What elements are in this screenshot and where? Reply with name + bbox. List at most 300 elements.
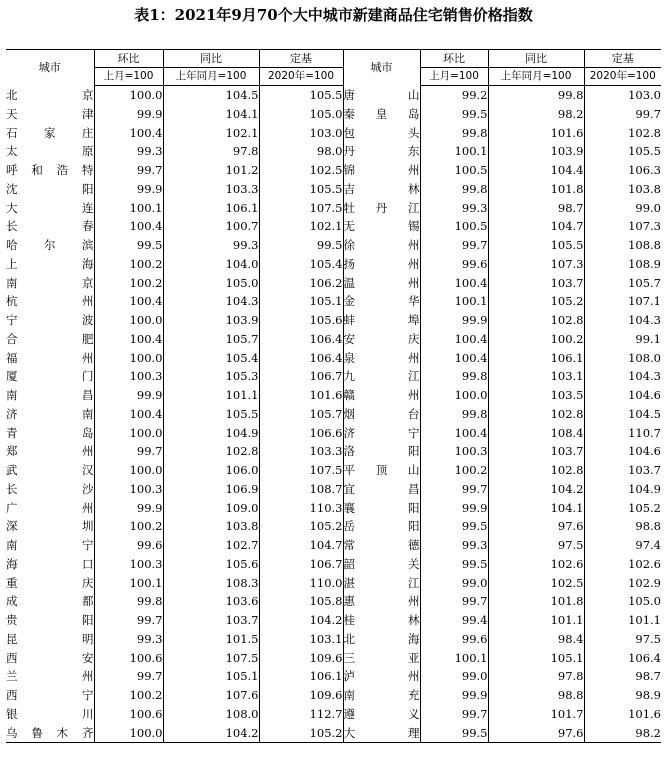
yoy-value: 100.7 [163,217,259,236]
base-value: 104.7 [259,536,343,555]
base-value: 110.0 [259,574,343,593]
city-name: 徐 州 [343,238,420,252]
city-name: 长 沙 [6,481,94,496]
city-name: 郑 州 [6,444,94,459]
yoy-header-left: 同比 [163,50,259,68]
yoy-value: 101.6 [488,124,584,143]
base-value: 105.2 [628,500,661,515]
city-name: 西 宁 [6,688,94,702]
city-name: 南 宁 [6,538,94,552]
city-name-cell [343,724,420,743]
table-row [6,592,661,611]
table-row [6,536,661,555]
yoy-value: 104.5 [163,86,259,105]
base-value: 105.5 [259,86,343,105]
yoy-value: 104.1 [163,105,259,124]
city-name: 重 庆 [6,575,94,590]
mom-value: 99.9 [94,180,163,199]
city-name-cell [6,499,94,518]
mom-value: 99.9 [94,499,163,518]
mom-value: 99.7 [94,611,163,630]
city-name: 合 肥 [6,331,94,346]
table-row [6,217,661,236]
base-value: 102.5 [259,161,343,180]
table-row [6,480,661,499]
yoy-value: 105.6 [163,555,259,574]
mom-value: 100.0 [94,86,163,105]
yoy-value: 105.5 [163,405,259,424]
yoy-value: 103.3 [163,180,259,199]
city-name-cell [6,574,94,593]
base-value: 105.2 [259,517,343,536]
city-name: 太 原 [6,144,94,159]
city-name: 丹 东 [343,144,420,159]
base-value: 105.5 [628,144,661,159]
yoy-value: 104.0 [163,255,259,274]
base-value: 106.1 [259,667,343,686]
city-name: 哈尔滨 [6,238,94,252]
mom-value: 99.5 [420,105,488,124]
yoy-value: 108.4 [488,424,584,443]
city-name-cell [343,330,420,349]
mom-header-right: 环比 [420,50,488,68]
base-header-left: 定基 [259,50,343,68]
city-name-cell [343,405,420,424]
base-value: 107.3 [628,219,661,234]
base-value: 105.0 [259,105,343,124]
city-name: 昆 明 [6,631,94,646]
city-name: 上 海 [6,256,94,271]
table-row [6,349,661,368]
yoy-value: 104.7 [488,217,584,236]
base-value: 103.0 [628,88,661,102]
table-row [6,311,661,330]
city-name: 金 华 [343,294,420,309]
base-value: 98.0 [259,142,343,161]
yoy-value: 105.0 [163,274,259,293]
price-index-table [6,49,661,743]
yoy-value: 103.9 [488,142,584,161]
table-row [6,724,661,743]
yoy-value: 103.5 [488,386,584,405]
table-row [6,386,661,405]
table-row [6,161,661,180]
table-row [6,686,661,705]
yoy-value: 100.2 [488,330,584,349]
mom-value: 100.4 [420,274,488,293]
table-row [6,180,661,199]
yoy-value: 103.7 [163,611,259,630]
table-row [6,124,661,143]
mom-value: 99.7 [420,705,488,724]
city-name-cell [343,667,420,686]
base-value: 102.8 [628,125,661,140]
mom-value: 100.0 [420,386,488,405]
mom-value: 100.4 [94,124,163,143]
base-value: 112.7 [259,705,343,724]
yoy-subheader-left: 上年同月=100 [163,68,259,86]
base-value: 102.9 [628,575,661,590]
city-name: 深 圳 [6,519,94,534]
base-value: 106.3 [628,163,661,177]
city-name-cell [6,217,94,236]
base-value: 98.7 [635,669,661,684]
base-value: 99.1 [635,331,661,346]
city-name-cell [343,349,420,368]
header-row-sub [6,68,661,86]
mom-value: 100.4 [94,217,163,236]
city-name: 牡丹江 [343,200,420,215]
city-name: 广 州 [6,500,94,515]
base-value: 107.5 [259,461,343,480]
city-name: 海 口 [6,556,94,571]
city-name-cell [6,592,94,611]
city-name: 秦皇岛 [343,106,420,121]
header-row-main [6,50,661,68]
city-name: 襄 阳 [343,500,420,515]
yoy-value: 102.8 [488,311,584,330]
yoy-value: 105.1 [163,667,259,686]
yoy-value: 104.4 [488,161,584,180]
yoy-value: 101.1 [163,386,259,405]
city-name: 厦 门 [6,369,94,384]
yoy-value: 104.3 [163,292,259,311]
city-name: 岳 阳 [343,519,420,534]
base-value: 106.7 [259,367,343,386]
base-value: 105.5 [259,180,343,199]
city-name-cell [343,592,420,611]
table-title: 表1：2021年9月70个大中城市新建商品住宅销售价格指数 [134,6,533,24]
mom-value: 99.7 [420,592,488,611]
base-value: 104.9 [628,481,661,496]
mom-value: 99.5 [94,236,163,255]
base-value: 108.7 [259,480,343,499]
table-row [6,274,661,293]
city-name: 北 京 [6,87,94,102]
mom-header-left: 环比 [94,50,163,68]
mom-value: 99.0 [420,574,488,593]
yoy-value: 102.1 [163,124,259,143]
city-name: 南 充 [343,688,420,702]
table-row [6,86,661,105]
mom-value: 99.3 [94,142,163,161]
base-value: 105.1 [259,292,343,311]
city-name: 成 都 [6,594,94,609]
table-row [6,705,661,724]
city-name-cell [6,630,94,649]
base-header-right: 定基 [584,50,661,68]
city-name-cell [343,649,420,668]
yoy-value: 103.6 [163,592,259,611]
base-value: 107.1 [628,294,661,309]
city-name: 长 春 [6,219,94,234]
base-value: 106.7 [259,555,343,574]
city-name-cell [6,311,94,330]
city-name: 锦 州 [343,163,420,177]
yoy-value: 105.7 [163,330,259,349]
mom-value: 100.4 [94,330,163,349]
base-value: 105.7 [259,405,343,424]
city-name: 宜 昌 [343,481,420,496]
yoy-value: 103.9 [163,311,259,330]
mom-value: 100.3 [94,480,163,499]
table-row [6,499,661,518]
city-name: 沈 阳 [6,181,94,196]
yoy-value: 102.5 [488,574,584,593]
base-value: 103.0 [259,124,343,143]
city-name-cell [6,611,94,630]
table-row [6,142,661,161]
city-name-cell [343,180,420,199]
yoy-value: 101.8 [488,592,584,611]
table-row [6,630,661,649]
city-name: 蚌 埠 [343,313,420,327]
base-value: 110.3 [259,499,343,518]
yoy-value: 102.8 [488,461,584,480]
table-row [6,255,661,274]
city-name: 呼和浩特 [6,163,94,177]
base-value: 105.4 [259,255,343,274]
yoy-value: 105.3 [163,367,259,386]
mom-value: 99.7 [94,442,163,461]
city-name-cell [343,199,420,218]
base-value: 102.1 [259,217,343,236]
mom-value: 100.5 [420,161,488,180]
city-name-cell [6,555,94,574]
mom-value: 100.3 [94,555,163,574]
city-name-cell [6,180,94,199]
city-name-cell [343,705,420,724]
city-name-cell [343,236,420,255]
yoy-value: 99.3 [163,236,259,255]
yoy-value: 104.9 [163,424,259,443]
city-name-cell [343,517,420,536]
city-name-cell [6,686,94,705]
base-value: 99.5 [259,236,343,255]
base-value: 104.5 [628,406,661,421]
mom-value: 100.4 [94,292,163,311]
yoy-value: 103.8 [163,517,259,536]
mom-value: 99.2 [420,86,488,105]
yoy-value: 105.4 [163,349,259,368]
city-name: 石家庄 [6,125,94,140]
city-name: 温 州 [343,275,420,290]
mom-value: 99.9 [420,686,488,705]
mom-value: 99.9 [420,311,488,330]
table-row [6,442,661,461]
yoy-value: 106.0 [163,461,259,480]
yoy-value: 101.8 [488,180,584,199]
base-value: 105.0 [628,594,661,609]
city-name: 常 德 [343,538,420,552]
city-name: 泉 州 [343,350,420,365]
yoy-value: 102.8 [163,442,259,461]
table-row [6,367,661,386]
mom-value: 99.6 [420,630,488,649]
city-name-cell [6,255,94,274]
mom-value: 100.0 [94,424,163,443]
city-name-cell [343,574,420,593]
table-row [6,574,661,593]
city-name-cell [6,142,94,161]
base-value: 99.0 [635,200,661,215]
yoy-value: 97.5 [488,536,584,555]
mom-value: 100.1 [94,199,163,218]
mom-value: 100.1 [94,574,163,593]
mom-value: 100.2 [94,517,163,536]
base-value: 104.3 [628,369,661,384]
table-row [6,555,661,574]
base-value: 98.2 [584,724,661,743]
city-name-cell [6,667,94,686]
yoy-value: 103.1 [488,367,584,386]
city-name: 青 岛 [6,425,94,440]
base-value: 105.6 [259,311,343,330]
mom-value: 100.1 [420,142,488,161]
yoy-value: 98.2 [488,105,584,124]
table-row [6,199,661,218]
city-name-cell [6,405,94,424]
city-header-right: 城市 [343,50,420,86]
yoy-value: 97.6 [488,724,584,743]
city-name: 武 汉 [6,463,94,477]
base-value: 104.2 [259,611,343,630]
mom-value: 100.4 [420,330,488,349]
city-name: 惠 州 [343,594,420,609]
mom-value: 100.6 [94,705,163,724]
city-name-cell [343,274,420,293]
city-name-cell [343,217,420,236]
city-name-cell [6,517,94,536]
city-name: 吉 林 [343,181,420,196]
mom-value: 100.1 [420,292,488,311]
yoy-value: 97.8 [163,142,259,161]
base-subheader-left: 2020年=100 [259,68,343,86]
city-name-cell [343,499,420,518]
mom-value: 100.5 [420,217,488,236]
mom-value: 100.0 [94,311,163,330]
city-name-cell [6,292,94,311]
city-name: 大 连 [6,200,94,215]
city-name: 杭 州 [6,294,94,309]
city-name: 福 州 [6,350,94,365]
mom-value: 100.3 [420,442,488,461]
city-name-cell [343,367,420,386]
mom-value: 99.7 [94,667,163,686]
city-name-cell [343,424,420,443]
mom-value: 99.3 [420,199,488,218]
city-name-cell [6,105,94,124]
yoy-value: 106.9 [163,480,259,499]
base-value: 104.6 [628,444,661,459]
city-name-cell [6,161,94,180]
city-name: 韶 关 [343,556,420,571]
city-name: 银 川 [6,706,94,721]
city-name: 乌鲁木齐 [6,725,94,740]
yoy-value: 98.7 [488,199,584,218]
yoy-value: 106.1 [488,349,584,368]
yoy-value: 105.2 [488,292,584,311]
mom-value: 99.3 [420,536,488,555]
city-name-cell [343,386,420,405]
base-value: 107.5 [259,199,343,218]
table-row [6,105,661,124]
base-value: 106.4 [259,330,343,349]
yoy-value: 101.1 [488,611,584,630]
city-name-cell [343,292,420,311]
yoy-value: 106.1 [163,199,259,218]
yoy-value: 107.5 [163,649,259,668]
yoy-value: 104.1 [488,499,584,518]
mom-subheader-left: 上月=100 [94,68,163,86]
yoy-value: 101.2 [163,161,259,180]
city-name: 九 江 [343,369,420,384]
table-row [6,405,661,424]
city-name: 唐 山 [343,87,420,102]
city-name-cell [6,649,94,668]
mom-value: 99.7 [420,236,488,255]
base-value: 110.7 [628,425,661,440]
mom-value: 100.1 [420,649,488,668]
yoy-value: 98.8 [488,686,584,705]
base-value: 104.3 [628,313,661,327]
mom-value: 100.0 [94,349,163,368]
city-name-cell [343,161,420,180]
yoy-value: 105.1 [488,649,584,668]
mom-value: 100.0 [94,461,163,480]
city-header-left: 城市 [6,50,94,86]
city-name-cell [343,442,420,461]
mom-value: 99.8 [420,367,488,386]
base-subheader-right: 2020年=100 [584,68,661,86]
base-value: 104.6 [628,388,661,402]
table-row [6,517,661,536]
mom-value: 100.2 [94,255,163,274]
yoy-value: 109.0 [163,499,259,518]
mom-value: 99.9 [94,105,163,124]
yoy-value: 103.7 [488,274,584,293]
mom-value: 99.8 [94,592,163,611]
city-name: 湛 江 [343,575,420,590]
base-value: 105.8 [259,592,343,611]
base-value: 108.8 [628,238,661,252]
mom-value: 99.5 [420,724,488,743]
base-value: 103.8 [628,181,661,196]
base-value: 102.6 [628,556,661,571]
city-name: 大 理 [343,725,420,740]
yoy-header-right: 同比 [488,50,584,68]
city-name: 赣 州 [343,388,420,402]
base-value: 103.7 [628,463,661,477]
yoy-subheader-right: 上年同月=100 [488,68,584,86]
city-name-cell [343,105,420,124]
mom-value: 99.5 [420,517,488,536]
city-name-cell [6,424,94,443]
yoy-value: 104.2 [488,480,584,499]
base-value: 106.2 [259,274,343,293]
base-value: 97.4 [635,538,661,552]
yoy-value: 107.3 [488,255,584,274]
yoy-value: 101.5 [163,630,259,649]
city-name-cell [343,555,420,574]
city-name: 济 南 [6,406,94,421]
city-name: 安 庆 [343,331,420,346]
mom-value: 99.8 [420,405,488,424]
mom-value: 99.8 [420,124,488,143]
city-name-cell [343,255,420,274]
city-name: 平顶山 [343,463,420,477]
mom-value: 100.3 [94,367,163,386]
